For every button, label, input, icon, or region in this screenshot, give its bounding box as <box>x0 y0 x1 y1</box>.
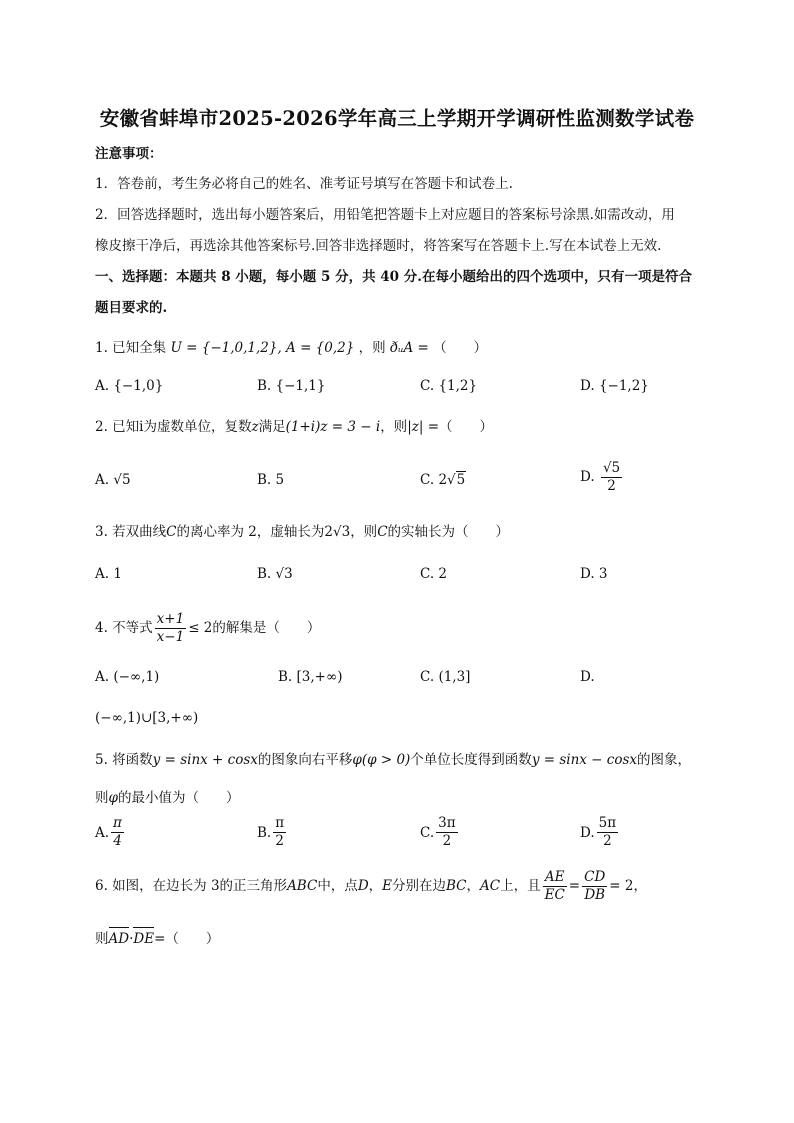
fraction-numerator: π <box>275 815 285 831</box>
math-d: D <box>357 878 369 894</box>
q2-option-d <box>580 460 624 495</box>
math-phi: φ <box>108 790 118 806</box>
ratio-ae-ec <box>543 869 567 904</box>
question-4-text: 4. 不等式 <box>95 620 153 636</box>
question-6-text-4: 上，且 <box>500 878 541 894</box>
option-label: D. <box>580 378 595 394</box>
question-1-text-2: ，则 <box>358 340 386 356</box>
question-6-text-6: =（ ） <box>154 931 220 947</box>
section-heading-cont: 题目要求的. <box>95 300 168 316</box>
option-value: √3 <box>275 566 293 582</box>
notice-heading: 注意事项： <box>95 146 163 162</box>
fraction-numerator: √5 <box>602 460 621 476</box>
question-2-equation: (1+i)z = 3 − i <box>285 419 381 435</box>
question-4-relation: ≤ 2 <box>188 620 213 636</box>
q4-option-d-value: (−∞,1)∪[3,+∞) <box>95 710 199 726</box>
fraction-denominator: EC <box>544 886 565 903</box>
question-5-text: 5. 将函数 <box>95 752 153 768</box>
dot-operator: · <box>129 931 134 947</box>
option-value: {−1,0} <box>113 378 164 394</box>
vector-ad: AD <box>108 931 130 947</box>
option-label: C. <box>420 378 435 394</box>
separator: ， <box>368 878 383 894</box>
fraction-numerator: 5π <box>598 815 617 831</box>
q5-option-d <box>580 815 620 850</box>
question-6-text-3: 分别在边 <box>392 878 446 894</box>
q2-option-b: B. 5 <box>257 472 285 488</box>
answer-blank: （ ） <box>433 340 488 356</box>
q3-option-d: D. 3 <box>580 566 608 582</box>
option-label: B. <box>257 378 272 394</box>
fraction-numerator: CD <box>584 868 606 885</box>
fraction-denominator: 2 <box>275 833 284 849</box>
option-coefficient: 2 <box>438 472 448 488</box>
q4-option-d: D. <box>580 669 595 685</box>
option-value: (−∞,1) <box>113 669 160 685</box>
q1-option-b <box>257 377 325 395</box>
q5-option-a <box>95 815 126 850</box>
option-label: B. <box>257 566 272 582</box>
question-3-value: 2√3 <box>324 524 351 540</box>
option-label: A. <box>95 669 110 685</box>
notice-item-1: 1．答卷前，考生务必将自己的姓名、准考证号填写在答题卡和试卷上. <box>95 176 513 192</box>
fraction-denominator: 4 <box>113 833 122 849</box>
question-2-text-2: 为虚数单位，复数 <box>143 419 252 435</box>
math-i: i <box>139 419 144 435</box>
ratio-cd-db <box>582 869 607 904</box>
notice-item-2-cont: 橡皮擦干净后，再选涂其他答案标号.回答非选择题时，将答案写在答题卡上.写在本试卷上无效. <box>95 238 662 254</box>
q4-option-c <box>420 668 470 686</box>
fraction-denominator: 2 <box>607 478 616 494</box>
math-ac: AC <box>480 878 501 894</box>
math-bc: BC <box>446 878 467 894</box>
question-5-text-5: 则 <box>95 790 109 806</box>
question-5-text-3: 个单位长度得到函数 <box>410 752 532 768</box>
question-3-text-2: 的离心率为 2，虚轴长为 <box>176 524 325 540</box>
q4-option-b <box>278 668 343 686</box>
fraction-denominator: 2 <box>442 833 452 849</box>
q2-option-c: C. 2√5 <box>420 472 466 488</box>
fraction-denominator: 2 <box>603 833 612 849</box>
option-fraction <box>601 460 622 495</box>
math-c: C <box>377 524 388 540</box>
question-2-text-4: ，则 <box>380 419 408 435</box>
question-6: 6. 如图，在边长为 3的正三角形 ABC 中，点 D ， E 分别在边 BC ， AC 上，且 $\frac{AE}{EC}$ = $\frac{CD}{DB}$ = 2 ， <box>95 868 647 903</box>
question-5 <box>95 751 691 769</box>
question-3-text-3: ，则 <box>350 524 378 540</box>
question-4-fraction <box>155 611 187 646</box>
question-3-text: 3. 若双曲线 <box>95 524 167 540</box>
q3-option-b <box>257 565 293 583</box>
q5-option-b <box>257 815 288 850</box>
fraction-numerator: 3π <box>438 815 456 831</box>
math-z: z <box>251 419 259 435</box>
question-5-text-4: 的图象， <box>637 752 692 768</box>
question-6-text-2: 中，点 <box>317 878 358 894</box>
option-value: [3,+∞) <box>296 669 343 685</box>
question-5-function-2: y = sinx − cosx <box>531 752 638 768</box>
option-label: A. <box>95 472 110 488</box>
option-fraction <box>436 815 457 850</box>
math-abc: ABC <box>287 878 318 894</box>
question-5-line-2 <box>95 789 239 807</box>
question-1 <box>95 339 487 357</box>
option-label: B. <box>278 669 293 685</box>
vector-de: DE <box>133 931 155 947</box>
option-label: A. <box>95 378 110 394</box>
option-label: D. <box>580 469 595 485</box>
q1-option-c <box>420 377 477 395</box>
q1-option-d <box>580 377 649 395</box>
question-2-modulus: |z| = <box>407 419 439 435</box>
option-value: {−1,2} <box>598 378 649 394</box>
math-c: C <box>166 524 177 540</box>
option-label: C. <box>420 824 435 841</box>
option-value: {−1,1} <box>275 378 326 394</box>
page-title: 安徽省蚌埠市2025-2026学年高三上学期开学调研性监测数学试卷 <box>99 107 695 130</box>
section-heading: 一、选择题：本题共 8 小题，每小题 5 分，共 40 分.在每小题给出的四个选项中，只有一项是符合 <box>95 269 692 285</box>
option-label: C. <box>420 669 435 685</box>
question-1-text: 1. 已知全集 <box>95 340 167 356</box>
option-fraction <box>111 815 124 850</box>
question-3-text-4: 的实轴长为（ ） <box>387 524 510 540</box>
math-e: E <box>382 878 392 894</box>
fraction-denominator: DB <box>584 886 606 903</box>
q5-option-c <box>420 815 460 850</box>
fraction-numerator: π <box>113 815 122 831</box>
question-5-phi: φ(φ > 0) <box>352 752 411 768</box>
ratio-value: = 2 <box>609 878 634 894</box>
question-1-sets: U = {−1,0,1,2}, A = {0,2} <box>170 340 355 356</box>
option-value: (1,3] <box>438 669 471 685</box>
option-label: B. <box>257 824 272 841</box>
question-5-text-2: 的图象向右平移 <box>257 752 353 768</box>
fraction-numerator: x+1 <box>156 610 185 627</box>
separator: ， <box>466 878 481 894</box>
option-label: A. <box>95 824 110 841</box>
question-6-text-5: 则 <box>95 931 109 947</box>
answer-blank: （ ） <box>439 419 493 435</box>
question-4-text-2: 的解集是（ ） <box>212 620 321 636</box>
question-6-line-2 <box>95 930 219 948</box>
q3-option-a: A. 1 <box>95 566 122 582</box>
question-2-text: 2. 已知 <box>95 419 140 435</box>
q4-option-a <box>95 668 159 686</box>
option-value: {1,2} <box>438 378 478 394</box>
question-5-function-1: y = sinx + cosx <box>152 752 258 768</box>
option-value: √5 <box>113 472 131 488</box>
option-fraction <box>273 815 286 850</box>
question-3 <box>95 523 509 541</box>
fraction-denominator: x−1 <box>156 628 185 645</box>
question-5-text-6: 的最小值为（ ） <box>117 790 240 806</box>
fraction-numerator: AE <box>544 868 565 885</box>
option-radicand: 5 <box>456 472 466 488</box>
question-4 <box>95 608 320 648</box>
q3-option-c: C. 2 <box>420 566 448 582</box>
q2-option-a <box>95 471 131 489</box>
q1-option-a <box>95 377 163 395</box>
option-label: C. <box>420 472 435 488</box>
question-2 <box>95 418 493 436</box>
question-1-complement: ðᵤA = <box>389 340 429 356</box>
notice-item-2: 2．回答选择题时，选出每小题答案后，用铅笔把答题卡上对应题目的答案标号涂黑.如需改动，用 <box>95 207 675 223</box>
option-label: D. <box>580 824 595 841</box>
question-2-text-3: 满足 <box>258 419 286 435</box>
option-fraction <box>597 815 618 850</box>
punctuation: ， <box>633 878 647 894</box>
question-6-text: 6. 如图，在边长为 3的正三角形 <box>95 878 288 894</box>
